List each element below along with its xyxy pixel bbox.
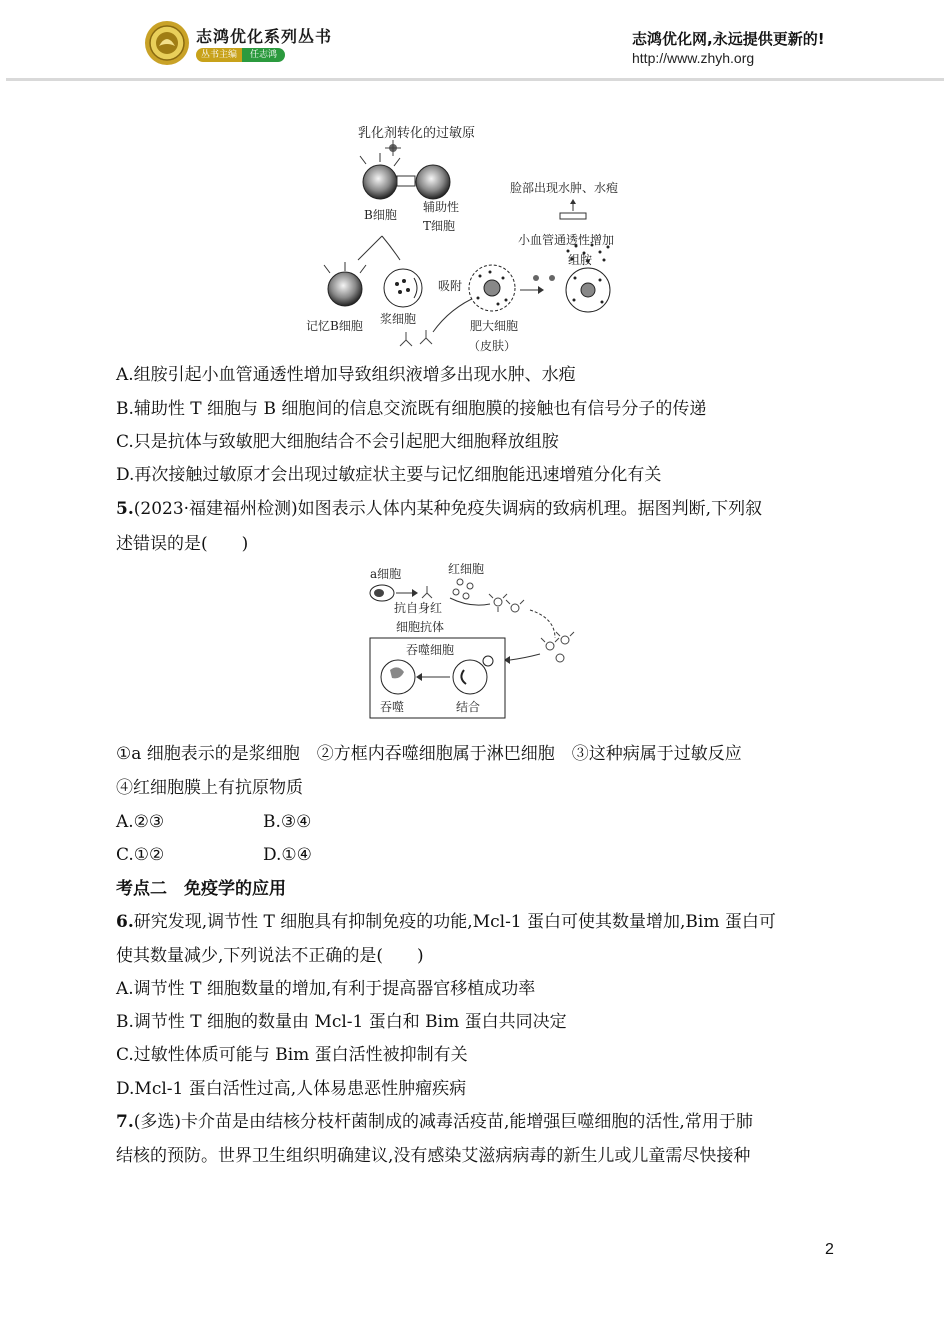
editor-name: 任志鸿 (242, 48, 285, 62)
q4-option-c: C.只是抗体与致敏肥大细胞结合不会引起肥大细胞释放组胺 (116, 432, 559, 452)
editor-badge (196, 48, 285, 62)
red-blood-cells-icon (453, 579, 473, 599)
allergen-icon (385, 140, 401, 156)
header-url[interactable]: http://www.zhyh.org (632, 50, 755, 66)
q5-number: 5. (116, 499, 134, 519)
label-mast-1: 肥大细胞 (470, 319, 519, 333)
label-rbc: 红细胞 (448, 562, 485, 576)
publisher-logo-icon (144, 20, 190, 66)
label-bind: 结合 (456, 700, 481, 714)
q4-option-a: A.组胺引起小血管通透性增加导致组织液增多出现水肿、水疱 (116, 365, 576, 385)
antibody-small-icon (422, 586, 432, 598)
plasma-cell-icon (384, 269, 422, 307)
q6-number: 6. (116, 912, 134, 932)
q7-number: 7. (116, 1112, 134, 1132)
q4-option-d: D.再次接触过敏原才会出现过敏症状主要与记忆细胞能迅速增殖分化有关 (116, 465, 662, 485)
label-vessel: 小血管通透性增加 (518, 233, 615, 247)
helper-t-cell-icon (416, 165, 450, 199)
memory-b-cell-icon (328, 272, 362, 306)
binding-phagocyte-icon (453, 660, 487, 694)
label-allergen: 乳化剂转化的过敏原 (358, 126, 476, 141)
q5-option-b: B.③④ (263, 812, 312, 832)
page-number: 2 (825, 1241, 834, 1258)
q5-statements-line2: ④红细胞膜上有抗原物质 (116, 778, 303, 798)
label-face: 脸部出现水肿、水疱 (510, 181, 619, 195)
header-divider (6, 78, 944, 81)
label-memory-b: 记忆B细胞 (306, 319, 363, 333)
q6-stem-text: 研究发现,调节性 T 细胞具有抑制免疫的功能,Mcl-1 蛋白可使其数量增加,Bim 蛋白可 (133, 912, 776, 932)
page-header (0, 0, 950, 82)
q5-option-a: A.②③ (116, 812, 165, 832)
section-title: 考点二 免疫学的应用 (116, 879, 286, 899)
q5-stem-line1 (116, 497, 762, 521)
label-histamine: 组胺 (568, 253, 593, 267)
q6-option-d: D.Mcl-1 蛋白活性过高,人体易患恶性肿瘤疾病 (116, 1079, 467, 1099)
label-b-cell: B细胞 (364, 208, 397, 222)
coated-rbc-icon (489, 594, 524, 612)
b-cell-icon (363, 165, 397, 199)
header-slogan: 志鸿优化网,永远提供更新的! (632, 30, 825, 48)
q6-option-a: A.调节性 T 细胞数量的增加,有利于提高器官移植成功率 (116, 979, 536, 999)
q6-option-b: B.调节性 T 细胞的数量由 Mcl-1 蛋白和 Bim 蛋白共同决定 (116, 1012, 567, 1032)
label-a-cell: a细胞 (370, 567, 402, 581)
q6-stem-line1 (116, 910, 776, 934)
label-helper-2: T细胞 (423, 219, 456, 233)
q6-stem-line2: 使其数量减少,下列说法不正确的是( ) (116, 946, 424, 966)
q5-option-c: C.①② (116, 845, 165, 865)
q7-stem-text: (多选)卡介苗是由结核分枝杆菌制成的减毒活疫苗,能增强巨噬细胞的活性,常用于肺 (133, 1112, 753, 1132)
q4-option-b: B.辅助性 T 细胞与 B 细胞间的信息交流既有细胞膜的接触也有信号分子的传递 (116, 399, 707, 419)
label-adsorb: 吸附 (438, 279, 463, 293)
q7-stem-line1 (116, 1110, 753, 1134)
editor-label: 丛书主编 (196, 48, 242, 62)
q5-statements-line1: ①a 细胞表示的是浆细胞 ②方框内吞噬细胞属于淋巴细胞 ③这种病属于过敏反应 (116, 744, 742, 764)
q5-stem-line2: 述错误的是( ) (116, 534, 249, 554)
antibody-icon (400, 330, 432, 346)
q5-stem-text: (2023·福建福州检测)如图表示人体内某种免疫失调病的致病机理。据图判断,下列叙 (133, 499, 763, 519)
label-antibody-2: 细胞抗体 (396, 620, 445, 634)
q5-option-d: D.①④ (263, 845, 312, 865)
label-antibody-1: 抗自身红 (394, 601, 443, 615)
label-plasma: 浆细胞 (380, 312, 417, 326)
figure-allergy-mechanism (300, 118, 660, 358)
label-helper-1: 辅助性 (423, 200, 460, 214)
series-title: 志鸿优化系列丛书 (196, 27, 333, 46)
q6-option-c: C.过敏性体质可能与 Bim 蛋白活性被抑制有关 (116, 1045, 468, 1065)
label-engulf: 吞噬 (380, 700, 405, 714)
label-phagocyte: 吞噬细胞 (406, 643, 455, 657)
figure-autoimmune-mechanism (360, 558, 590, 723)
label-mast-2: （皮肤） (468, 339, 517, 353)
q7-stem-line2: 结核的预防。世界卫生组织明确建议,没有感染艾滋病病毒的新生儿或儿童需尽快接种 (116, 1146, 751, 1166)
